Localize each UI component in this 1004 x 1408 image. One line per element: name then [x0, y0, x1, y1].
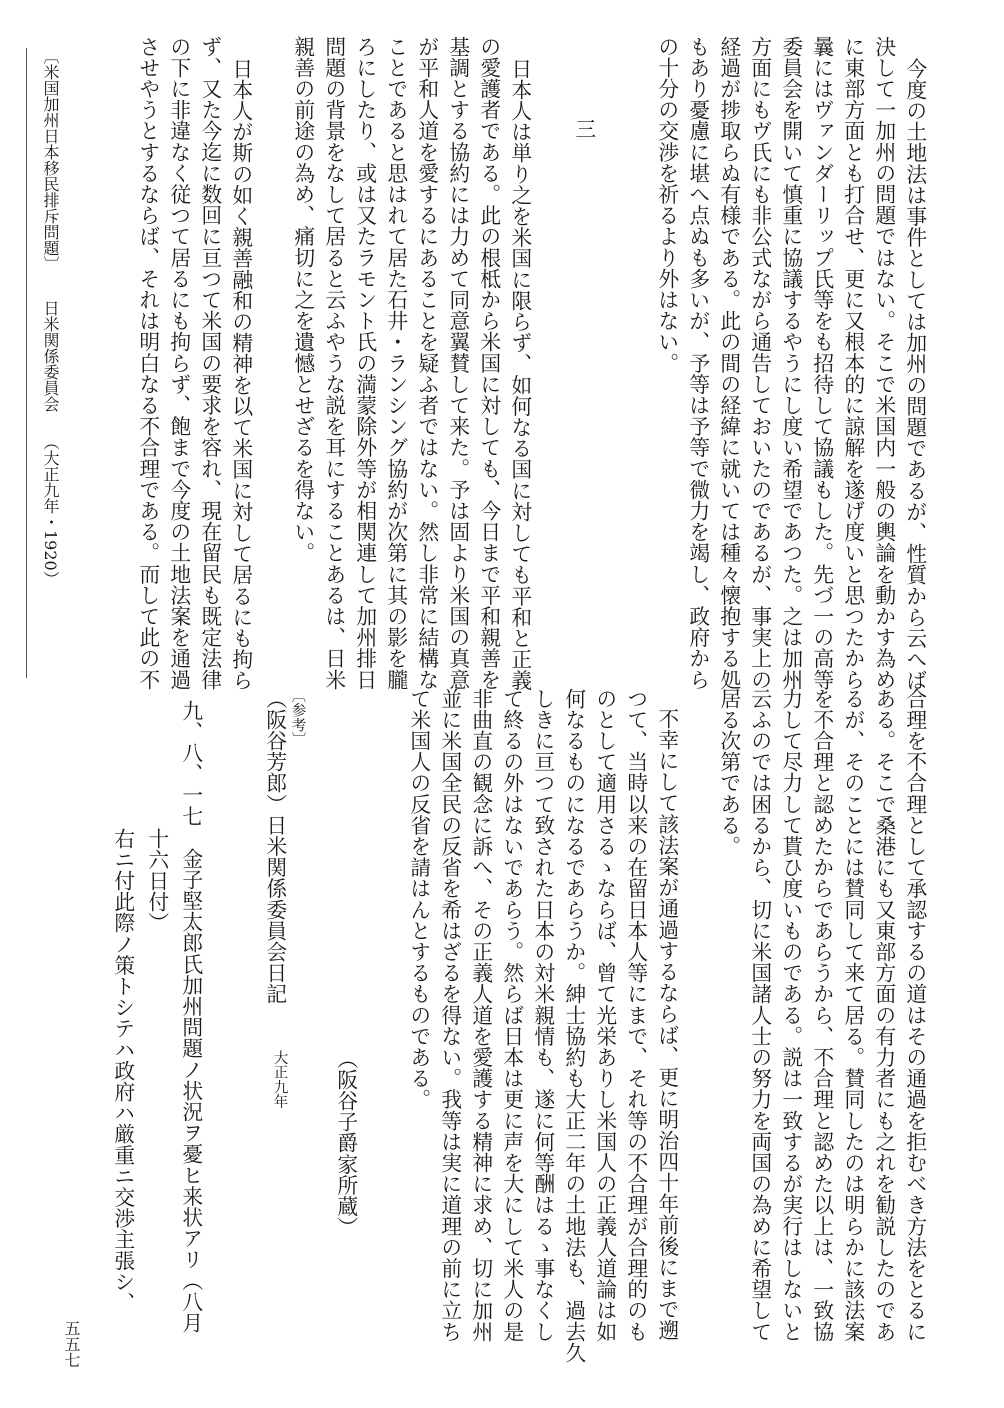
- bottom-p1-line-6: 云ふのでは困るから、切に米国諸人士の努力を両国の為めに希望して: [747, 688, 772, 1343]
- top-p2-line-5: ことであると思はれて居た石井・ランシング協約が次第に其の影を朧: [383, 36, 408, 691]
- entry-line-1: 金子堅太郎氏加州問題ノ状況ヲ憂ヒ来状アリ（八月: [178, 848, 203, 1334]
- top-p2-line-8: 親善の前途の為め、痛切に之を遺憾とせざるを得ない。: [290, 36, 315, 564]
- bottom-p2-line-7: 非曲直の観念に訴へ、その正義人道を愛護する精神に求め、切に加州: [468, 688, 493, 1343]
- top-p1-line-2: 決して一加州の問題ではない。そこで米国内一般の輿論を動かす為め: [871, 36, 896, 691]
- header-era: （大正九年・1920）: [41, 434, 60, 587]
- bottom-p1-line-2: ある。そこで桑港にも又東部方面の有力者にも之れを勧説したのであ: [871, 688, 896, 1343]
- top-p3-line-3: の下に非違なく従つて居るにも拘らず、飽まで今度の土地法案を通過: [166, 36, 191, 691]
- top-p1-line-5: 委員会を開いて慎重に協議するやうにし度い希望であつた。之は加州: [778, 36, 803, 691]
- bottom-p1-line-4: を不合理と認めたからであらうから、不合理と認めた以上は、一致協: [809, 688, 834, 1343]
- top-p1-line-9: の十分の交渉を祈るより外はない。: [654, 36, 679, 374]
- top-p2-line-2: の愛護者である。此の根柢から米国に対しても、今日まで平和親善を: [476, 36, 501, 691]
- reference-label: 〔参考〕: [289, 688, 306, 748]
- top-p2-line-7: 問題の背景をなして居ると云ふやうな説を耳にすることあるは、日米: [321, 36, 346, 691]
- bottom-p2-line-8: 並に米国全民の反省を希はざるを得ない。我等は実に道理の前に立ち: [437, 688, 462, 1343]
- bottom-p1-line-3: るが、そのことには賛同して来て居る。賛同したのは明らかに該法案: [840, 688, 865, 1343]
- bottom-p2-line-5: しきに亘つて致された日本の対米親情も、遂に何等酬はるゝ事なくし: [530, 688, 555, 1343]
- top-p1-line-8: もあり憂慮に堪へ点ぬも多いが、予等は予等で微力を竭し、政府から: [685, 36, 710, 691]
- bottom-p1-line-5: 力して尽力して貰ひ度いものである。説は一致するが実行はしないと: [778, 688, 803, 1343]
- bottom-p2-line-1: 不幸にして該法案が通過するならば、更に明治四十年前後にまで遡: [654, 708, 679, 1341]
- bottom-p2-line-3: のとして適用さるゝならば、曾て光栄ありし米国人の正義人道論は如: [592, 688, 617, 1343]
- entry-line-2: 十六日付）: [144, 828, 169, 934]
- diary-year: 大正九年: [271, 1050, 288, 1110]
- top-p2-line-4: が平和人道を愛するにあることを疑ふ者ではない。然し非常に結構な: [414, 36, 439, 691]
- top-p2-line-6: ろにしたり、或は又たラモント氏の満蒙除外等が相関連して加州排日: [352, 36, 377, 691]
- bottom-p1-line-7: 居る次第である。: [716, 688, 741, 857]
- top-p1-line-6: 方面にもヴ氏にも非公式ながら通告しておいたのであるが、事実上の: [747, 36, 772, 691]
- top-p3-line-1: 日本人が斯の如く親善融和の精神を以て米国に対して居るにも拘ら: [228, 58, 253, 691]
- source-note: （阪谷子爵家所蔵）: [333, 1048, 358, 1238]
- bottom-p2-line-4: 何なるものになるであらうか。紳士協約も大正二年の土地法も、過去久: [561, 688, 586, 1364]
- top-p2-line-1: 日本人は単り之を米国に限らず、如何なる国に対しても平和と正義: [507, 58, 532, 691]
- entry-line-3: 右ニ付此際ノ策トシテハ政府ハ厳重ニ交渉主張シ、: [110, 828, 135, 1314]
- top-p3-line-4: させやうとするならば、それは明白なる不合理である。而して此の不: [135, 36, 160, 691]
- top-p2-line-3: 基調とする協約には力めて同意翼賛して来た。予は固より米国の真意: [445, 36, 470, 691]
- bottom-p2-line-2: つて、当時以来の在留日本人等にまで、それ等の不合理が合理的のも: [623, 688, 648, 1343]
- top-p1-line-4: 曩にはヴァンダーリップ氏等をも招待して協議もした。先づ一の高等: [809, 36, 834, 691]
- bottom-p2-line-9: て米国人の反省を請はんとするものである。: [406, 688, 431, 1110]
- bottom-p2-line-6: て終るの外はないであらう。然らば日本は更に声を大にして米人の是: [499, 688, 524, 1343]
- header-section: 〔米国加州日本移民排斥問題〕: [41, 48, 60, 272]
- running-header: [30, 48, 58, 678]
- top-p3-line-2: ず、又た今迄に数回に亘つて米国の要求を容れ、現在留民も既定法律: [197, 36, 222, 691]
- top-p1-line-1: 今度の土地法は事件としては加州の問題であるが、性質から云へば: [902, 58, 927, 691]
- page-number: 五五七: [62, 1320, 81, 1368]
- entry-date: 九、八、一七: [178, 700, 203, 827]
- header-source: 日米関係委員会: [41, 300, 60, 412]
- top-p1-line-3: に東部方面とも打合せ、更に又根本的に諒解を遂げ度いと思つたから: [840, 36, 865, 691]
- section-number: 三: [571, 118, 596, 140]
- diary-title: （阪谷芳郎）日米関係委員会日記: [262, 688, 287, 1005]
- header-rule: [26, 48, 27, 678]
- bottom-p1-line-1: 合理を不合理として承認するの道はその通過を拒むべき方法をとるに: [902, 688, 927, 1343]
- top-p1-line-7: 経過が捗取らぬ有様である。此の間の経緯に就いては種々懐抱する処: [716, 36, 741, 691]
